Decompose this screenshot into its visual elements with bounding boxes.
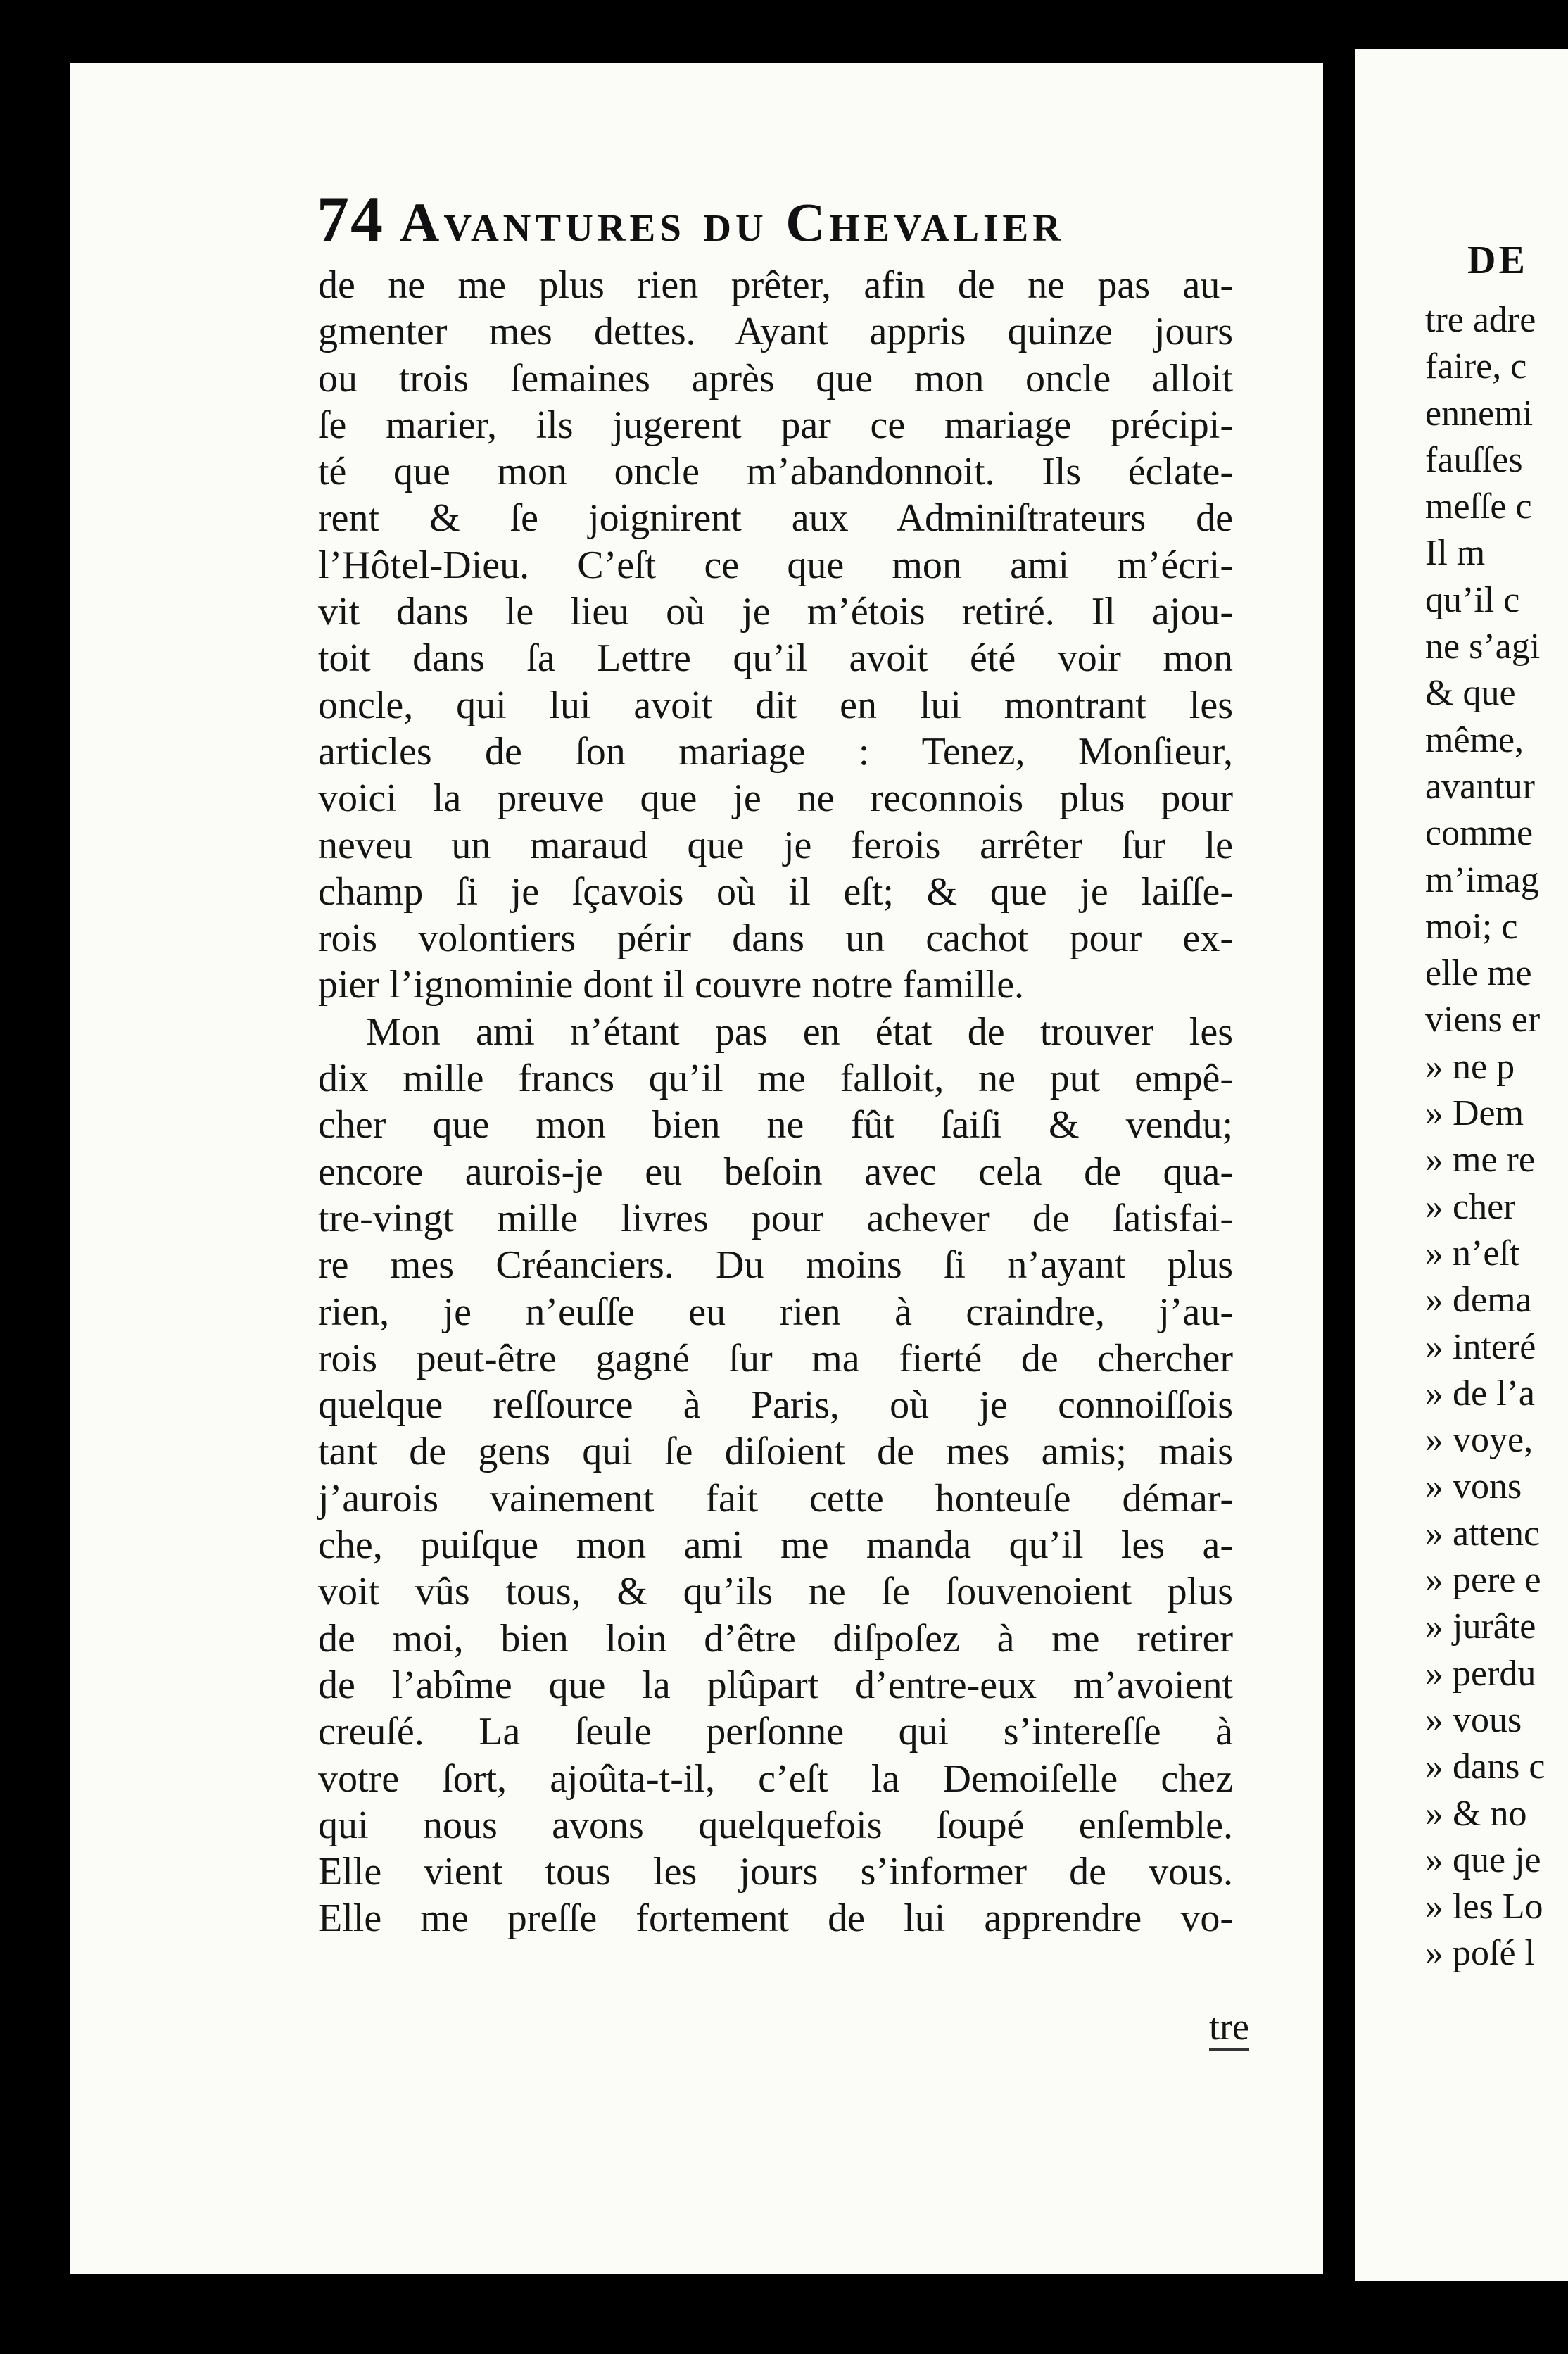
text-line: cher que mon bien ne fût ſaiſi & vendu; xyxy=(318,1103,1233,1147)
right-text-line: » les Lo xyxy=(1425,1887,1543,1927)
right-text-line: » voye, xyxy=(1425,1420,1534,1461)
text-line: quelque reſſource à Paris, où je connoiſſois xyxy=(318,1383,1233,1428)
text-line: creuſé. La ſeule perſonne qui s’intereſſe à xyxy=(318,1710,1233,1754)
text-line: Elle vient tous les jours s’informer de vous. xyxy=(318,1850,1233,1894)
text-line: rois volontiers périr dans un cachot pour ex- xyxy=(318,917,1233,961)
right-text-line: même, xyxy=(1425,719,1524,760)
text-line: ſe marier, ils jugerent par ce mariage précipi- xyxy=(318,403,1233,447)
right-text-line: » dema xyxy=(1425,1280,1532,1321)
right-page xyxy=(1355,49,1568,2281)
text-line: rois peut-être gagné ſur ma fierté de chercher xyxy=(318,1336,1233,1380)
text-line: gmenter mes dettes. Ayant appris quinze jours xyxy=(318,310,1233,354)
text-line: ou trois ſemaines après que mon oncle alloit xyxy=(318,356,1233,401)
right-text-line: moi; c xyxy=(1425,906,1518,947)
text-line: votre ſort, ajoûta-t-il, c’eſt la Demoiſelle chez xyxy=(318,1756,1233,1801)
text-line: tre-vingt mille livres pour achever de ſatisfai- xyxy=(318,1196,1233,1240)
text-line: voici la preuve que je ne reconnois plus pour xyxy=(318,776,1233,821)
text-line: de ne me plus rien prêter, afin de ne pas au- xyxy=(318,263,1233,307)
right-text-line: » dans c xyxy=(1425,1746,1545,1787)
text-line: j’aurois vainement fait cette honteuſe démar- xyxy=(318,1476,1233,1521)
right-text-line: fauſſes xyxy=(1425,439,1523,480)
right-text-line: » & no xyxy=(1425,1793,1527,1834)
right-text-line: » de l’a xyxy=(1425,1373,1535,1414)
right-text-line: » vous xyxy=(1425,1699,1522,1740)
right-text-line: » pere e xyxy=(1425,1560,1541,1601)
text-line: che, puiſque mon ami me manda qu’il les a- xyxy=(318,1523,1233,1568)
right-text-line: ennemi xyxy=(1425,393,1534,434)
right-text-line: » interé xyxy=(1425,1326,1536,1367)
text-line: rent & ſe joignirent aux Adminiſtrateurs de xyxy=(318,496,1233,541)
right-text-line: » poſé l xyxy=(1425,1933,1535,1974)
right-text-line: » ne p xyxy=(1425,1046,1515,1087)
text-line: champ ſi je ſçavois où il eſt; & que je laiſſe- xyxy=(318,869,1233,914)
right-text-line: qu’il c xyxy=(1425,579,1520,620)
right-text-line: » que je xyxy=(1425,1839,1541,1880)
text-line: de l’abîme que la plûpart d’entre-eux m’avoient xyxy=(318,1663,1233,1707)
right-text-line: avantur xyxy=(1425,766,1535,807)
right-text-line: » Dem xyxy=(1425,1093,1524,1134)
body-text xyxy=(318,262,1233,1942)
text-line: pier l’ignominie dont il couvre notre famille. xyxy=(318,963,1025,1007)
right-text-line: ne s’agi xyxy=(1425,627,1541,667)
right-text-line: » vons xyxy=(1425,1466,1522,1507)
text-line: Mon ami n’étant pas en état de trouver les xyxy=(366,1009,1233,1054)
text-line: toit dans ſa Lettre qu’il avoit été voir mon xyxy=(318,636,1233,681)
running-title: Avantures du Chevalier xyxy=(400,191,1065,253)
right-text-line: tre adre xyxy=(1425,300,1536,340)
right-text-line: » cher xyxy=(1425,1186,1516,1227)
right-text-line: » me re xyxy=(1425,1140,1535,1181)
text-line: re mes Créanciers. Du moins ſi n’ayant plus xyxy=(318,1243,1233,1288)
text-line: rien, je n’euſſe eu rien à craindre, j’au- xyxy=(318,1290,1233,1334)
text-line: l’Hôtel-Dieu. C’eſt ce que mon ami m’écri- xyxy=(318,543,1233,587)
text-line: dix mille francs qu’il me falloit, ne put empê- xyxy=(318,1057,1233,1101)
right-text-line: faire, c xyxy=(1425,346,1527,387)
text-line: oncle, qui lui avoit dit en lui montrant les xyxy=(318,683,1233,727)
text-line: articles de ſon mariage : Tenez, Monſieur, xyxy=(318,729,1233,774)
right-text-line: meſſe c xyxy=(1425,486,1532,527)
text-line: voit vûs tous, & qu’ils ne ſe ſouvenoient plus xyxy=(318,1570,1233,1614)
right-text-line: & que xyxy=(1425,673,1516,714)
text-line: té que mon oncle m’abandonnoit. Ils éclate- xyxy=(318,450,1233,494)
right-page-text xyxy=(1425,297,1545,1977)
right-text-line: viens er xyxy=(1425,1000,1541,1040)
text-line: qui nous avons quelquefois ſoupé enſemble. xyxy=(318,1803,1233,1847)
right-text-line: comme xyxy=(1425,813,1534,854)
text-line: neveu un maraud que je ferois arrêter ſur le xyxy=(318,823,1233,867)
right-text-line: » attenc xyxy=(1425,1513,1541,1554)
page-header xyxy=(317,182,1267,259)
right-text-line: m’imag xyxy=(1425,860,1539,900)
right-text-line: » jurâte xyxy=(1425,1606,1536,1647)
right-text-line: » perdu xyxy=(1425,1653,1536,1694)
text-line: de moi, bien loin d’être diſpoſez à me retirer xyxy=(318,1616,1233,1661)
right-page-header: DE xyxy=(1467,239,1528,282)
text-line: Elle me preſſe fortement de lui apprendre vo- xyxy=(318,1896,1233,1941)
book-gutter xyxy=(1323,49,1355,2302)
text-line: encore aurois-je eu beſoin avec cela de qua- xyxy=(318,1150,1233,1194)
text-line: tant de gens qui ſe diſoient de mes amis; mais xyxy=(318,1430,1233,1474)
right-text-line: elle me xyxy=(1425,953,1532,994)
right-text-line: » n’eſt xyxy=(1425,1233,1520,1273)
right-text-line: Il m xyxy=(1425,533,1486,574)
catchword: tre xyxy=(1209,2005,1249,2051)
page-number: 74 xyxy=(317,183,384,255)
text-line: vit dans le lieu où je m’étois retiré. Il ajou- xyxy=(318,590,1233,634)
